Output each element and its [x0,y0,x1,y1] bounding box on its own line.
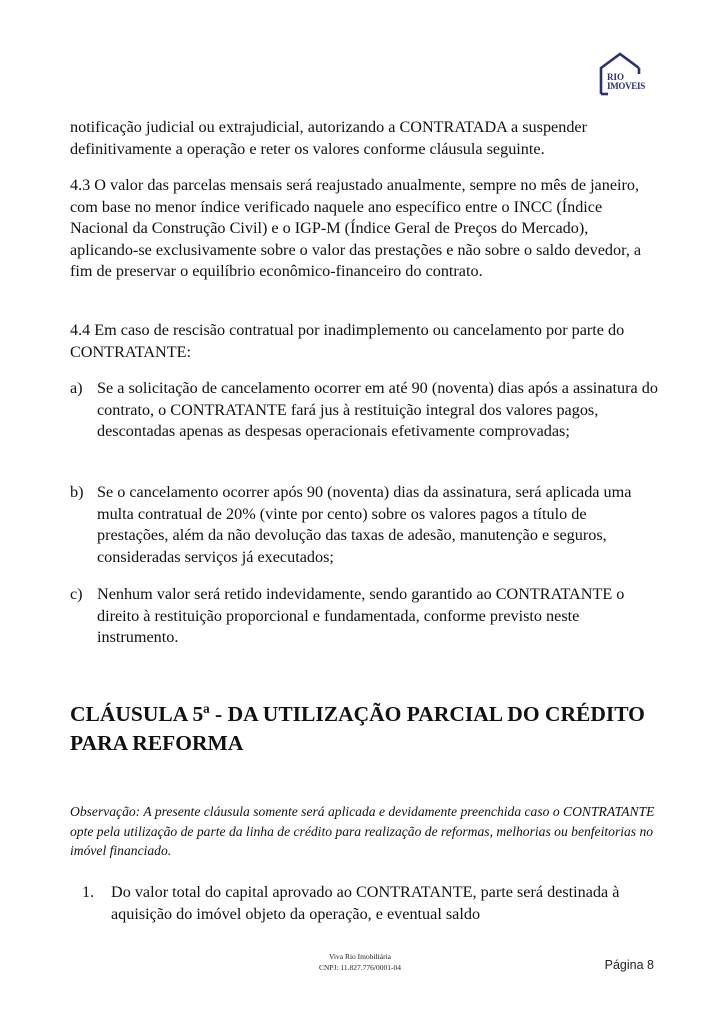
paragraph-intro-text: notificação judicial ou extrajudicial, autorizando a CONTRATADA a suspender definitivamente a operação e reter os valores conforme cláusula seguinte. [70,118,587,158]
logo-text-imoveis: IMOVEIS [607,81,645,91]
footer-company-name: Viva Rio Imobiliária [328,952,392,961]
list-item-text: Nenhum valor será retido indevidamente, sendo garantido ao CONTRATANTE o direito à restituição proporcional e fundamentada, conforme previsto neste instrumento. [97,585,625,647]
numbered-marker: 1. [82,883,95,901]
page-number: Página 8 [604,958,654,972]
paragraph-4-3-text: 4.3 O valor das parcelas mensais será reajustado anualmente, sempre no mês de janeiro, com base no menor índice verificado naquele ano específico entre o INCC (Índice Nacional da Construção Civil) e o IGP-M (Índice Geral de Preços do Mercado), aplicando-se exclusivamente sobre o valor das prestações e não sobre o saldo devedor, a fim de preservar o equilíbrio econômico-financeiro do contrato. [70,176,642,281]
list-marker: b) [70,483,84,501]
list-item-text: Se o cancelamento ocorrer após 90 (noventa) dias da assinatura, será aplicada uma multa contratual de 20% (vinte por cento) sobre os valores pagos a título de prestações, além da não devolução das taxas de adesão, manutenção e seguros, consideradas serviços já executados; [97,483,632,566]
list-item-text: Se a solicitação de cancelamento ocorrer em até 90 (noventa) dias após a assinatura do contrato, o CONTRATANTE fará jus à restituição integral dos valores pagos, descontadas apenas as despesas operacionais efetivamente comprovadas; [97,379,658,441]
footer-company-info [290,952,430,973]
clause-heading: CLÁUSULA 5ª - DA UTILIZAÇÃO PARCIAL DO CRÉDITO PARA REFORMA [70,702,645,755]
list-marker: a) [70,379,83,397]
numbered-item-text: Do valor total do capital aprovado ao CONTRATANTE, parte será destinada à aquisição do imóvel objeto da operação, e eventual saldo [111,883,620,923]
footer-cnpj: CNPJ: 11.827.776/0001-04 [318,962,402,972]
paragraph-intro [70,117,660,160]
list-marker: c) [70,585,83,603]
logo-text-rio: RIO [607,72,625,82]
paragraph-4-4 [70,320,660,363]
paragraph-4-3 [70,175,660,283]
observation-note: Observação: A presente cláusula somente será aplicada e devidamente preenchida caso o CONTRATANTE opte pela utilização de parte da linha de crédito para realização de reformas, melhorias ou benfeitorias no imóvel financiado. [70,804,655,858]
paragraph-4-4-text: 4.4 Em caso de rescisão contratual por inadimplemento ou cancelamento por parte do CONTRATANTE: [70,321,625,361]
company-logo [598,50,654,102]
